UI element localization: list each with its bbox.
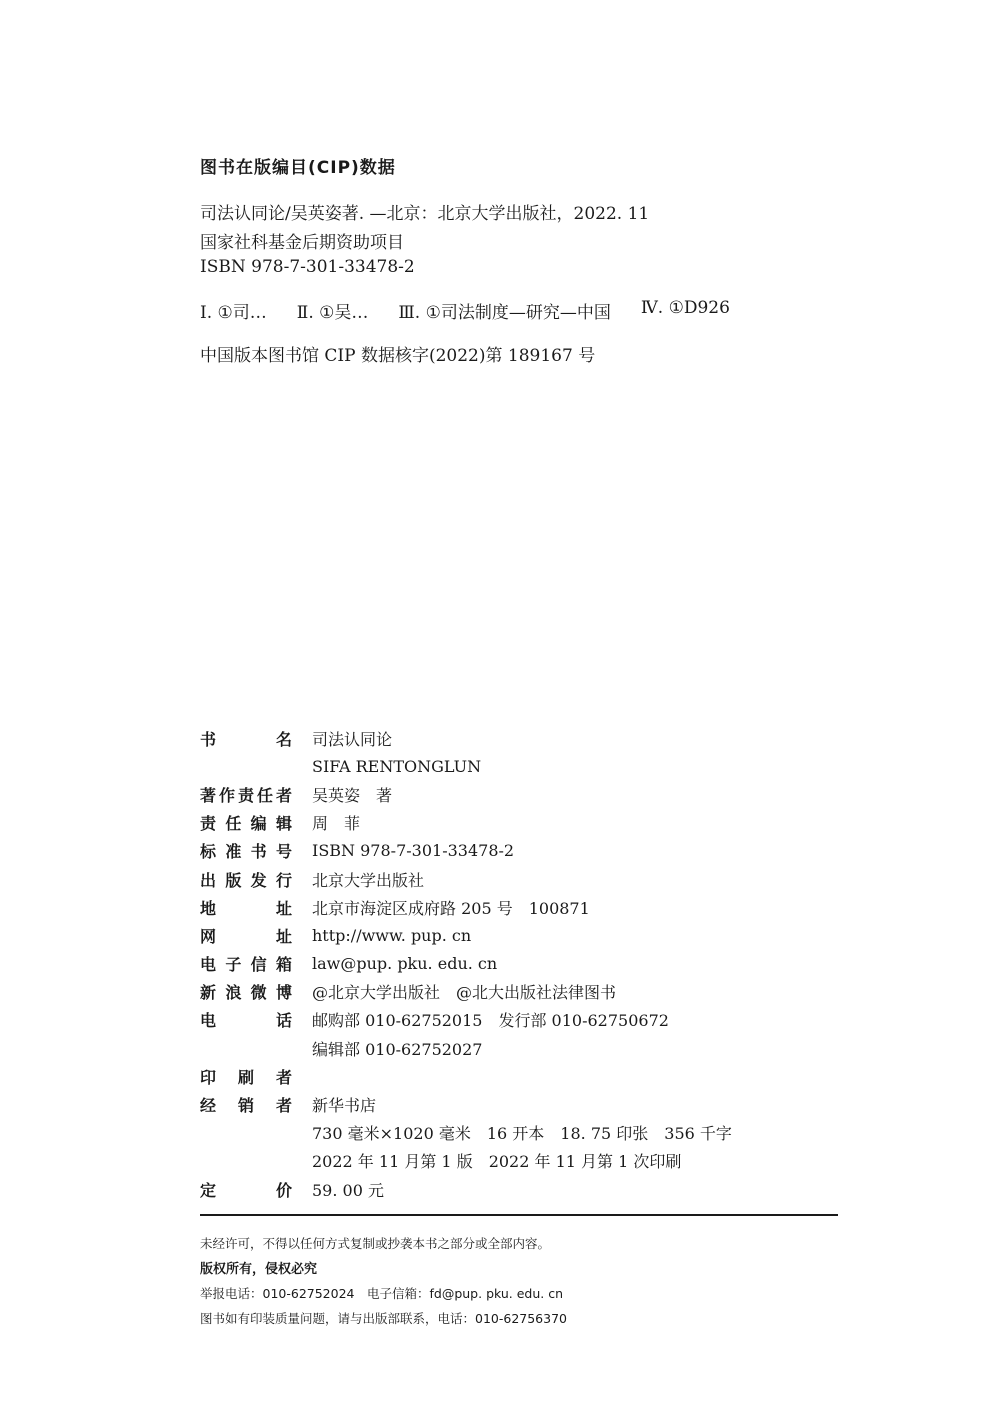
info-row bbox=[200, 1090, 732, 1118]
copyright-notice: 未经许可，不得以任何方式复制或抄袭本书之部分或全部内容。 bbox=[200, 1236, 551, 1251]
info-value: 邮购部 010-62752015 发行部 010-62750672 bbox=[312, 1011, 669, 1031]
info-label: 著作责任者 bbox=[200, 785, 292, 805]
info-label: 标准书号 bbox=[200, 842, 292, 862]
info-row bbox=[200, 1119, 732, 1147]
info-value: @北京大学出版社 @北大出版社法律图书 bbox=[312, 983, 617, 1003]
info-row bbox=[200, 978, 732, 1006]
info-row bbox=[200, 809, 732, 837]
cip-classification-line bbox=[200, 298, 730, 323]
info-label: 网 址 bbox=[200, 926, 292, 946]
info-value: law@pup. pku. edu. cn bbox=[312, 954, 498, 974]
info-label: 定 价 bbox=[200, 1180, 292, 1200]
info-row bbox=[200, 1034, 732, 1062]
info-value: 北京市海淀区成府路 205 号 100871 bbox=[312, 898, 590, 918]
rights-reserved: 版权所有，侵权必究 bbox=[200, 1262, 318, 1277]
info-label: 地 址 bbox=[200, 898, 292, 918]
info-value: ISBN 978-7-301-33478-2 bbox=[312, 841, 515, 861]
info-row bbox=[200, 921, 732, 949]
info-value: 2022 年 11 月第 1 版 2022 年 11 月第 1 次印刷 bbox=[312, 1152, 682, 1172]
classification-item: Ⅲ. ①司法制度—研究—中国 bbox=[398, 303, 611, 323]
info-label: 电子信箱 bbox=[200, 955, 292, 975]
info-value: 新华书店 bbox=[312, 1096, 377, 1116]
info-value: 司法认同论 bbox=[312, 729, 393, 749]
classification-item: Ⅰ. ①司… bbox=[200, 303, 267, 323]
info-label: 印 刷 者 bbox=[200, 1067, 292, 1087]
info-label: 出版发行 bbox=[200, 870, 292, 890]
info-row bbox=[200, 724, 732, 752]
classification-item: Ⅳ. ①D926 bbox=[640, 298, 730, 318]
cip-record-number-line: 中国版本图书馆 CIP 数据核字(2022)第 189167 号 bbox=[200, 346, 596, 366]
info-label: 电 话 bbox=[200, 1011, 292, 1031]
info-row bbox=[200, 752, 732, 780]
info-row bbox=[200, 893, 732, 921]
info-row bbox=[200, 950, 732, 978]
info-value: 编辑部 010-62752027 bbox=[312, 1039, 483, 1059]
info-row bbox=[200, 780, 732, 808]
info-value: 730 毫米×1020 毫米 16 开本 18. 75 印张 356 千字 bbox=[312, 1124, 732, 1144]
report-contact: 举报电话：010-62752024 电子信箱：fd@pup. pku. edu. cn bbox=[200, 1286, 564, 1301]
book-info-list bbox=[200, 724, 732, 1203]
info-label: 责任编辑 bbox=[200, 814, 292, 834]
info-row bbox=[200, 837, 732, 865]
info-value: 北京大学出版社 bbox=[312, 870, 425, 890]
info-row bbox=[200, 1062, 732, 1090]
info-row bbox=[200, 1175, 732, 1203]
info-value: 59. 00 元 bbox=[312, 1180, 384, 1200]
info-label: 书 名 bbox=[200, 729, 292, 749]
info-value: SIFA RENTONGLUN bbox=[312, 756, 482, 776]
info-row bbox=[200, 865, 732, 893]
info-value: 吴英姿 著 bbox=[312, 785, 393, 805]
footer-divider bbox=[200, 1214, 838, 1216]
quality-contact: 图书如有印装质量问题，请与出版部联系，电话：010-62756370 bbox=[200, 1311, 567, 1326]
cip-funding-line: 国家社科基金后期资助项目 bbox=[200, 233, 404, 253]
cip-title: 图书在版编目(CIP)数据 bbox=[200, 158, 396, 178]
cip-bibliographic-line: 司法认同论/吴英姿著. —北京：北京大学出版社，2022. 11 bbox=[200, 204, 650, 224]
classification-item: Ⅱ. ①吴… bbox=[296, 303, 369, 323]
info-row bbox=[200, 1147, 732, 1175]
cip-isbn-line: ISBN 978-7-301-33478-2 bbox=[200, 257, 415, 277]
info-value: 周 菲 bbox=[312, 814, 361, 834]
info-label: 新浪微博 bbox=[200, 983, 292, 1003]
info-label: 经 销 者 bbox=[200, 1096, 292, 1116]
info-value: http://www. pup. cn bbox=[312, 925, 472, 945]
info-row bbox=[200, 1006, 732, 1034]
